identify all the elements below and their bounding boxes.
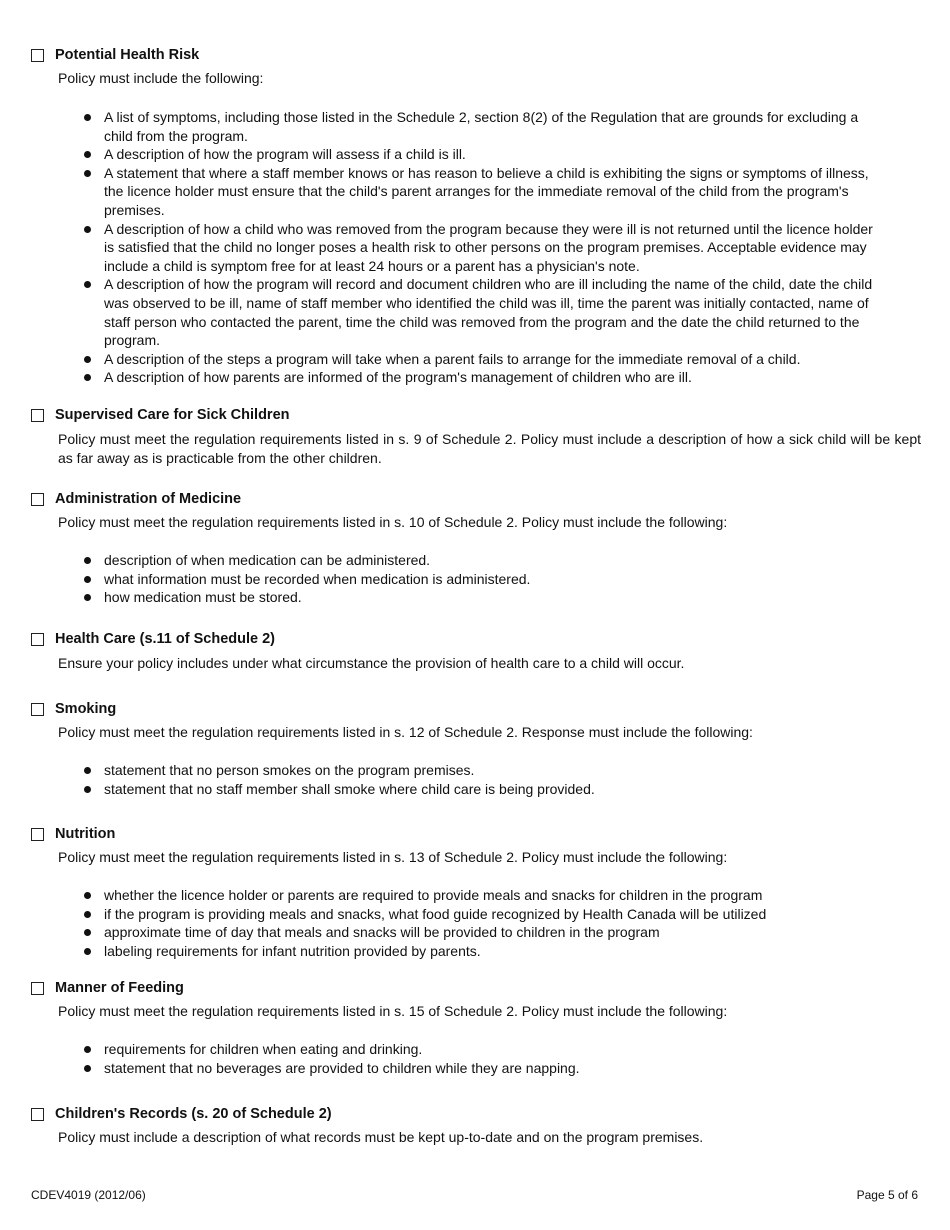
list-item: how medication must be stored. (83, 588, 883, 607)
potential-health-risk-checkbox[interactable] (31, 49, 44, 62)
list-item: A description of the steps a program will take when a parent fails to arrange for the immediate removal of a child. (83, 350, 883, 369)
section-intro: Policy must meet the regulation requirements listed in s. 12 of Schedule 2. Response must include the following: (58, 724, 753, 740)
nutrition-list (83, 886, 903, 960)
list-item: A description of how parents are informed of the program's management of children who are ill. (83, 368, 883, 387)
section-potential-health-risk (31, 46, 921, 88)
section-administration-of-medicine (31, 490, 921, 532)
section-nutrition (31, 825, 921, 867)
list-item: description of when medication can be administered. (83, 551, 883, 570)
supervised-care-checkbox[interactable] (31, 409, 44, 422)
list-item: A statement that where a staff member knows or has reason to believe a child is exhibiting the signs or symptoms of illness, the licence holder must ensure that the child's parent arranges for the immediate removal of the child from the program's premises. (83, 164, 883, 220)
section-intro: Policy must meet the regulation requirements listed in s. 9 of Schedule 2. Policy must include a description of how a sick child will be kept as far away as is practicable from the other children. (58, 431, 921, 466)
list-item: statement that no staff member shall smoke where child care is being provided. (83, 780, 883, 799)
section-intro: Policy must include a description of what records must be kept up-to-date and on the program premises. (58, 1129, 704, 1145)
section-title: Potential Health Risk (55, 47, 200, 63)
section-intro: Policy must meet the regulation requirements listed in s. 13 of Schedule 2. Policy must include the following: (58, 849, 728, 865)
smoking-list (83, 761, 883, 798)
form-code: CDEV4019 (2012/06) (31, 1188, 146, 1202)
list-item: A description of how the program will assess if a child is ill. (83, 145, 883, 164)
potential-health-risk-list (83, 108, 883, 387)
section-title: Administration of Medicine (55, 491, 242, 507)
section-smoking (31, 700, 921, 742)
section-intro: Policy must meet the regulation requirements listed in s. 10 of Schedule 2. Policy must include the following: (58, 514, 728, 530)
nutrition-checkbox[interactable] (31, 828, 44, 841)
list-item: labeling requirements for infant nutrition provided by parents. (83, 942, 903, 961)
section-supervised-care (31, 406, 921, 468)
section-title: Smoking (55, 701, 117, 717)
page-number: Page 5 of 6 (856, 1188, 918, 1202)
section-title: Nutrition (55, 826, 116, 842)
administration-of-medicine-checkbox[interactable] (31, 493, 44, 506)
section-title: Supervised Care for Sick Children (55, 407, 290, 423)
section-childrens-records (31, 1105, 921, 1147)
section-title: Manner of Feeding (55, 980, 184, 996)
list-item: A description of how a child who was removed from the program because they were ill is not returned until the licence holder is satisfied that the child no longer poses a health risk to other persons on the program premises. Acceptable evidence may include a child is symptom free for at least 24 hours or a parent has a physician's note. (83, 220, 883, 276)
manner-of-feeding-checkbox[interactable] (31, 982, 44, 995)
list-item: statement that no person smokes on the program premises. (83, 761, 883, 780)
childrens-records-checkbox[interactable] (31, 1108, 44, 1121)
section-title: Children's Records (s. 20 of Schedule 2) (55, 1106, 332, 1122)
list-item: if the program is providing meals and snacks, what food guide recognized by Health Canada will be utilized (83, 905, 903, 924)
health-care-checkbox[interactable] (31, 633, 44, 646)
list-item: A description of how the program will record and document children who are ill including the name of the child, date the child was observed to be ill, name of staff member who identified the child was ill, time the parent was initially contacted, name of staff person who contacted the parent, time the child was removed from the program and the date the child returned to the program. (83, 275, 883, 349)
section-health-care (31, 630, 921, 673)
administration-of-medicine-list (83, 551, 883, 607)
list-item: requirements for children when eating and drinking. (83, 1040, 883, 1059)
list-item: whether the licence holder or parents are required to provide meals and snacks for children in the program (83, 886, 903, 905)
list-item: what information must be recorded when medication is administered. (83, 570, 883, 589)
section-title: Health Care (s.11 of Schedule 2) (55, 631, 275, 647)
smoking-checkbox[interactable] (31, 703, 44, 716)
list-item: approximate time of day that meals and snacks will be provided to children in the program (83, 923, 903, 942)
section-manner-of-feeding (31, 979, 921, 1021)
manner-of-feeding-list (83, 1040, 883, 1077)
list-item: A list of symptoms, including those listed in the Schedule 2, section 8(2) of the Regulation that are grounds for excluding a child from the program. (83, 108, 883, 145)
list-item: statement that no beverages are provided to children while they are napping. (83, 1059, 883, 1078)
section-intro: Ensure your policy includes under what circumstance the provision of health care to a child will occur. (58, 655, 685, 671)
section-intro: Policy must meet the regulation requirements listed in s. 15 of Schedule 2. Policy must include the following: (58, 1003, 728, 1019)
section-intro: Policy must include the following: (58, 70, 264, 86)
